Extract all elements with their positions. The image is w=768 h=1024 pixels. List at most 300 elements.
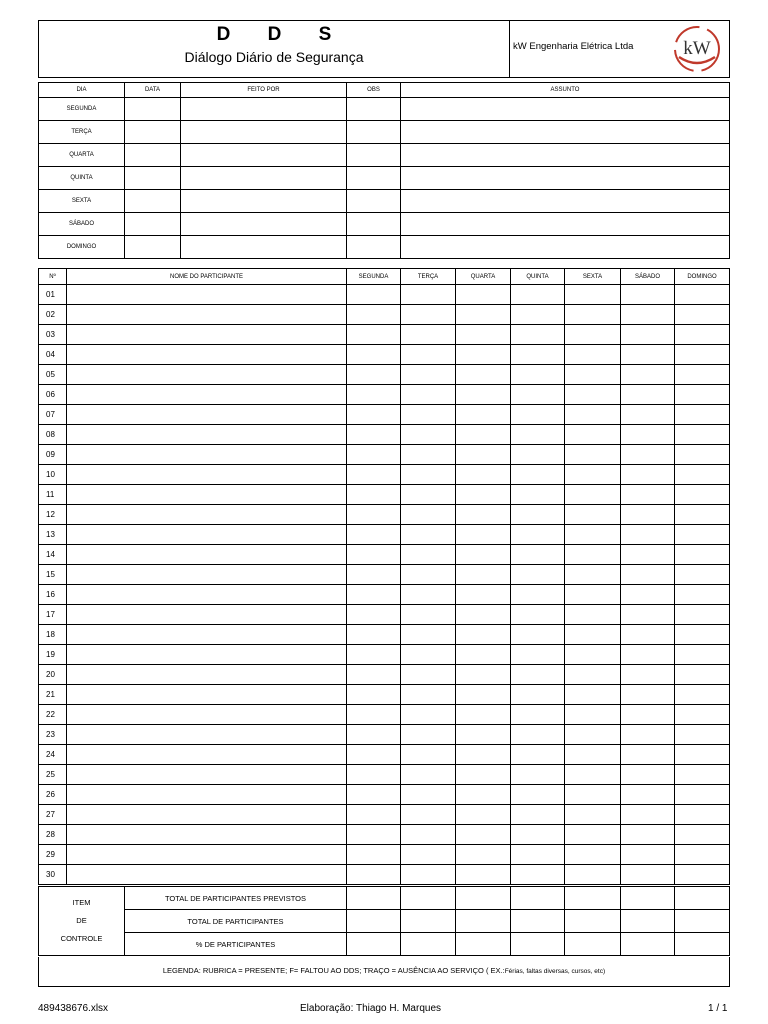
attendance-cell[interactable]	[347, 505, 401, 525]
attendance-cell[interactable]	[565, 825, 621, 845]
attendance-cell[interactable]	[401, 665, 456, 685]
attendance-cell[interactable]	[456, 585, 511, 605]
obs-cell[interactable]	[347, 213, 401, 236]
attendance-cell[interactable]	[401, 465, 456, 485]
participants-col-header: DOMINGO	[675, 269, 730, 285]
attendance-cell[interactable]	[511, 725, 565, 745]
participant-name-cell[interactable]	[67, 765, 347, 785]
control-value-cell[interactable]	[511, 933, 565, 956]
attendance-cell[interactable]	[675, 365, 730, 385]
feito-por-cell[interactable]	[181, 167, 347, 190]
attendance-cell[interactable]	[621, 525, 675, 545]
attendance-cell[interactable]	[621, 285, 675, 305]
attendance-cell[interactable]	[347, 645, 401, 665]
attendance-cell[interactable]	[456, 325, 511, 345]
date-cell[interactable]	[125, 167, 181, 190]
date-cell[interactable]	[125, 190, 181, 213]
attendance-cell[interactable]	[347, 685, 401, 705]
control-value-cell[interactable]	[347, 887, 401, 910]
attendance-cell[interactable]	[347, 325, 401, 345]
attendance-cell[interactable]	[621, 345, 675, 365]
attendance-cell[interactable]	[347, 845, 401, 865]
attendance-cell[interactable]	[675, 845, 730, 865]
attendance-cell[interactable]	[347, 365, 401, 385]
attendance-cell[interactable]	[675, 285, 730, 305]
date-cell[interactable]	[125, 236, 181, 259]
attendance-cell[interactable]	[401, 445, 456, 465]
attendance-cell[interactable]	[347, 805, 401, 825]
attendance-cell[interactable]	[675, 525, 730, 545]
attendance-cell[interactable]	[347, 445, 401, 465]
attendance-cell[interactable]	[401, 645, 456, 665]
attendance-cell[interactable]	[511, 665, 565, 685]
attendance-cell[interactable]	[621, 305, 675, 325]
attendance-cell[interactable]	[456, 565, 511, 585]
participant-name-cell[interactable]	[67, 545, 347, 565]
attendance-cell[interactable]	[565, 605, 621, 625]
attendance-cell[interactable]	[401, 365, 456, 385]
attendance-cell[interactable]	[347, 665, 401, 685]
attendance-cell[interactable]	[565, 345, 621, 365]
attendance-cell[interactable]	[401, 285, 456, 305]
feito-por-cell[interactable]	[181, 213, 347, 236]
participant-name-cell[interactable]	[67, 585, 347, 605]
participant-name-cell[interactable]	[67, 605, 347, 625]
participant-row	[39, 285, 730, 305]
control-item-label: TOTAL DE PARTICIPANTES PREVISTOS	[125, 887, 347, 910]
attendance-cell[interactable]	[456, 305, 511, 325]
attendance-cell[interactable]	[565, 405, 621, 425]
footer-filename: 489438676.xlsx	[38, 1003, 109, 1014]
obs-cell[interactable]	[347, 190, 401, 213]
participant-name-cell[interactable]	[67, 445, 347, 465]
attendance-cell[interactable]	[456, 545, 511, 565]
attendance-cell[interactable]	[511, 305, 565, 325]
attendance-cell[interactable]	[511, 805, 565, 825]
attendance-cell[interactable]	[456, 745, 511, 765]
attendance-cell[interactable]	[675, 305, 730, 325]
attendance-cell[interactable]	[347, 545, 401, 565]
participant-name-cell[interactable]	[67, 805, 347, 825]
attendance-cell[interactable]	[511, 385, 565, 405]
attendance-cell[interactable]	[675, 725, 730, 745]
participant-name-cell[interactable]	[67, 345, 347, 365]
attendance-cell[interactable]	[565, 325, 621, 345]
attendance-cell[interactable]	[511, 505, 565, 525]
attendance-cell[interactable]	[401, 625, 456, 645]
control-value-cell[interactable]	[565, 933, 621, 956]
attendance-cell[interactable]	[675, 545, 730, 565]
attendance-cell[interactable]	[621, 685, 675, 705]
control-value-cell[interactable]	[565, 887, 621, 910]
attendance-cell[interactable]	[401, 585, 456, 605]
attendance-cell[interactable]	[675, 625, 730, 645]
attendance-cell[interactable]	[401, 525, 456, 545]
attendance-cell[interactable]	[675, 765, 730, 785]
attendance-cell[interactable]	[347, 725, 401, 745]
attendance-cell[interactable]	[401, 865, 456, 885]
attendance-cell[interactable]	[675, 805, 730, 825]
attendance-cell[interactable]	[511, 525, 565, 545]
attendance-cell[interactable]	[675, 425, 730, 445]
attendance-cell[interactable]	[511, 845, 565, 865]
attendance-cell[interactable]	[511, 785, 565, 805]
attendance-cell[interactable]	[401, 765, 456, 785]
attendance-cell[interactable]	[456, 685, 511, 705]
obs-cell[interactable]	[347, 144, 401, 167]
attendance-cell[interactable]	[511, 645, 565, 665]
attendance-cell[interactable]	[347, 305, 401, 325]
participant-name-cell[interactable]	[67, 645, 347, 665]
attendance-cell[interactable]	[401, 505, 456, 525]
attendance-cell[interactable]	[347, 425, 401, 445]
attendance-cell[interactable]	[621, 785, 675, 805]
attendance-cell[interactable]	[456, 345, 511, 365]
attendance-cell[interactable]	[675, 645, 730, 665]
attendance-cell[interactable]	[401, 405, 456, 425]
assunto-cell[interactable]	[401, 236, 730, 259]
attendance-cell[interactable]	[456, 705, 511, 725]
assunto-cell[interactable]	[401, 167, 730, 190]
attendance-cell[interactable]	[675, 745, 730, 765]
attendance-cell[interactable]	[511, 585, 565, 605]
attendance-cell[interactable]	[456, 285, 511, 305]
participant-name-cell[interactable]	[67, 785, 347, 805]
attendance-cell[interactable]	[511, 405, 565, 425]
attendance-cell[interactable]	[401, 725, 456, 745]
col-dia: DIA	[39, 83, 125, 98]
attendance-cell[interactable]	[675, 385, 730, 405]
attendance-cell[interactable]	[511, 685, 565, 705]
attendance-cell[interactable]	[565, 725, 621, 745]
assunto-cell[interactable]	[401, 190, 730, 213]
attendance-cell[interactable]	[401, 385, 456, 405]
attendance-cell[interactable]	[347, 765, 401, 785]
attendance-cell[interactable]	[621, 365, 675, 385]
attendance-cell[interactable]	[347, 585, 401, 605]
attendance-cell[interactable]	[565, 305, 621, 325]
attendance-cell[interactable]	[621, 825, 675, 845]
attendance-cell[interactable]	[401, 605, 456, 625]
attendance-cell[interactable]	[347, 865, 401, 885]
attendance-cell[interactable]	[675, 465, 730, 485]
participant-name-cell[interactable]	[67, 725, 347, 745]
control-value-cell[interactable]	[347, 933, 401, 956]
participant-name-cell[interactable]	[67, 865, 347, 885]
attendance-cell[interactable]	[401, 305, 456, 325]
attendance-cell[interactable]	[621, 665, 675, 685]
participant-name-cell[interactable]	[67, 825, 347, 845]
attendance-cell[interactable]	[675, 345, 730, 365]
attendance-cell[interactable]	[675, 505, 730, 525]
participant-name-cell[interactable]	[67, 425, 347, 445]
control-value-cell[interactable]	[456, 933, 511, 956]
participant-name-cell[interactable]	[67, 305, 347, 325]
attendance-cell[interactable]	[675, 705, 730, 725]
attendance-cell[interactable]	[511, 825, 565, 845]
attendance-cell[interactable]	[621, 745, 675, 765]
attendance-cell[interactable]	[401, 805, 456, 825]
attendance-cell[interactable]	[511, 865, 565, 885]
attendance-cell[interactable]	[401, 685, 456, 705]
assunto-cell[interactable]	[401, 98, 730, 121]
attendance-cell[interactable]	[565, 625, 621, 645]
attendance-cell[interactable]	[347, 525, 401, 545]
attendance-cell[interactable]	[347, 625, 401, 645]
attendance-cell[interactable]	[621, 565, 675, 585]
participant-number: 06	[39, 385, 67, 405]
attendance-cell[interactable]	[511, 485, 565, 505]
attendance-cell[interactable]	[511, 565, 565, 585]
participant-name-cell[interactable]	[67, 385, 347, 405]
attendance-cell[interactable]	[456, 765, 511, 785]
control-value-cell[interactable]	[456, 910, 511, 933]
attendance-cell[interactable]	[456, 405, 511, 425]
attendance-cell[interactable]	[347, 485, 401, 505]
attendance-cell[interactable]	[401, 425, 456, 445]
feito-por-cell[interactable]	[181, 144, 347, 167]
attendance-cell[interactable]	[456, 825, 511, 845]
attendance-cell[interactable]	[565, 745, 621, 765]
attendance-cell[interactable]	[565, 285, 621, 305]
attendance-cell[interactable]	[675, 405, 730, 425]
attendance-cell[interactable]	[456, 365, 511, 385]
attendance-cell[interactable]	[621, 445, 675, 465]
attendance-cell[interactable]	[565, 445, 621, 465]
date-cell[interactable]	[125, 213, 181, 236]
feito-por-cell[interactable]	[181, 190, 347, 213]
attendance-cell[interactable]	[621, 425, 675, 445]
participant-name-cell[interactable]	[67, 465, 347, 485]
feito-por-cell[interactable]	[181, 98, 347, 121]
attendance-cell[interactable]	[621, 325, 675, 345]
participant-name-cell[interactable]	[67, 625, 347, 645]
attendance-cell[interactable]	[621, 385, 675, 405]
attendance-cell[interactable]	[565, 465, 621, 485]
attendance-cell[interactable]	[675, 685, 730, 705]
attendance-cell[interactable]	[511, 325, 565, 345]
control-value-cell[interactable]	[675, 933, 730, 956]
attendance-cell[interactable]	[621, 465, 675, 485]
attendance-cell[interactable]	[401, 545, 456, 565]
attendance-cell[interactable]	[456, 805, 511, 825]
participant-row	[39, 525, 730, 545]
obs-cell[interactable]	[347, 236, 401, 259]
attendance-cell[interactable]	[675, 445, 730, 465]
attendance-cell[interactable]	[511, 425, 565, 445]
participant-name-cell[interactable]	[67, 285, 347, 305]
attendance-cell[interactable]	[675, 605, 730, 625]
attendance-cell[interactable]	[565, 425, 621, 445]
attendance-cell[interactable]	[675, 485, 730, 505]
participant-number: 28	[39, 825, 67, 845]
attendance-cell[interactable]	[456, 865, 511, 885]
attendance-cell[interactable]	[621, 605, 675, 625]
attendance-cell[interactable]	[675, 785, 730, 805]
attendance-cell[interactable]	[511, 345, 565, 365]
attendance-cell[interactable]	[565, 665, 621, 685]
attendance-cell[interactable]	[621, 505, 675, 525]
date-cell[interactable]	[125, 144, 181, 167]
participant-name-cell[interactable]	[67, 505, 347, 525]
participant-name-cell[interactable]	[67, 685, 347, 705]
attendance-cell[interactable]	[347, 785, 401, 805]
participant-name-cell[interactable]	[67, 665, 347, 685]
feito-por-cell[interactable]	[181, 236, 347, 259]
attendance-cell[interactable]	[565, 805, 621, 825]
control-value-cell[interactable]	[621, 887, 675, 910]
attendance-cell[interactable]	[565, 865, 621, 885]
control-value-cell[interactable]	[401, 910, 456, 933]
attendance-cell[interactable]	[456, 625, 511, 645]
attendance-cell[interactable]	[347, 405, 401, 425]
attendance-cell[interactable]	[621, 865, 675, 885]
attendance-cell[interactable]	[565, 645, 621, 665]
attendance-cell[interactable]	[456, 845, 511, 865]
attendance-cell[interactable]	[456, 485, 511, 505]
assunto-cell[interactable]	[401, 144, 730, 167]
assunto-cell[interactable]	[401, 121, 730, 144]
attendance-cell[interactable]	[401, 785, 456, 805]
control-value-cell[interactable]	[401, 933, 456, 956]
participant-name-cell[interactable]	[67, 745, 347, 765]
attendance-cell[interactable]	[675, 325, 730, 345]
attendance-cell[interactable]	[456, 645, 511, 665]
attendance-cell[interactable]	[347, 465, 401, 485]
attendance-cell[interactable]	[621, 405, 675, 425]
attendance-cell[interactable]	[456, 665, 511, 685]
attendance-cell[interactable]	[401, 845, 456, 865]
attendance-cell[interactable]	[565, 785, 621, 805]
attendance-cell[interactable]	[565, 565, 621, 585]
attendance-cell[interactable]	[565, 485, 621, 505]
attendance-cell[interactable]	[347, 825, 401, 845]
control-value-cell[interactable]	[621, 910, 675, 933]
control-value-cell[interactable]	[675, 887, 730, 910]
control-value-cell[interactable]	[621, 933, 675, 956]
attendance-cell[interactable]	[565, 385, 621, 405]
attendance-cell[interactable]	[511, 445, 565, 465]
participant-name-cell[interactable]	[67, 405, 347, 425]
attendance-cell[interactable]	[511, 545, 565, 565]
attendance-cell[interactable]	[511, 625, 565, 645]
attendance-cell[interactable]	[675, 565, 730, 585]
obs-cell[interactable]	[347, 121, 401, 144]
feito-por-cell[interactable]	[181, 121, 347, 144]
attendance-cell[interactable]	[621, 845, 675, 865]
attendance-cell[interactable]	[347, 605, 401, 625]
participant-number: 21	[39, 685, 67, 705]
attendance-cell[interactable]	[347, 565, 401, 585]
attendance-cell[interactable]	[621, 705, 675, 725]
attendance-cell[interactable]	[456, 505, 511, 525]
attendance-cell[interactable]	[401, 485, 456, 505]
control-value-cell[interactable]	[511, 910, 565, 933]
attendance-cell[interactable]	[621, 625, 675, 645]
participant-name-cell[interactable]	[67, 705, 347, 725]
attendance-cell[interactable]	[456, 725, 511, 745]
attendance-cell[interactable]	[401, 325, 456, 345]
attendance-cell[interactable]	[347, 285, 401, 305]
attendance-cell[interactable]	[347, 385, 401, 405]
participant-name-cell[interactable]	[67, 365, 347, 385]
attendance-cell[interactable]	[675, 585, 730, 605]
attendance-cell[interactable]	[511, 465, 565, 485]
attendance-cell[interactable]	[456, 385, 511, 405]
date-cell[interactable]	[125, 98, 181, 121]
attendance-cell[interactable]	[621, 485, 675, 505]
attendance-cell[interactable]	[565, 765, 621, 785]
control-value-cell[interactable]	[347, 910, 401, 933]
attendance-cell[interactable]	[565, 705, 621, 725]
obs-cell[interactable]	[347, 98, 401, 121]
attendance-cell[interactable]	[347, 745, 401, 765]
attendance-cell[interactable]	[675, 825, 730, 845]
footer-page: 1 / 1	[708, 1003, 728, 1014]
attendance-cell[interactable]	[511, 745, 565, 765]
participant-name-cell[interactable]	[67, 525, 347, 545]
participant-name-cell[interactable]	[67, 325, 347, 345]
participant-name-cell[interactable]	[67, 565, 347, 585]
attendance-cell[interactable]	[347, 705, 401, 725]
attendance-cell[interactable]	[565, 525, 621, 545]
participant-number: 25	[39, 765, 67, 785]
control-value-cell[interactable]	[511, 887, 565, 910]
control-value-cell[interactable]	[565, 910, 621, 933]
attendance-cell[interactable]	[401, 745, 456, 765]
attendance-cell[interactable]	[511, 605, 565, 625]
control-value-cell[interactable]	[675, 910, 730, 933]
attendance-cell[interactable]	[621, 585, 675, 605]
attendance-cell[interactable]	[675, 865, 730, 885]
attendance-cell[interactable]	[511, 365, 565, 385]
attendance-cell[interactable]	[565, 545, 621, 565]
attendance-cell[interactable]	[621, 765, 675, 785]
attendance-cell[interactable]	[621, 545, 675, 565]
attendance-cell[interactable]	[565, 845, 621, 865]
assunto-cell[interactable]	[401, 213, 730, 236]
attendance-cell[interactable]	[401, 705, 456, 725]
obs-cell[interactable]	[347, 167, 401, 190]
attendance-cell[interactable]	[456, 525, 511, 545]
attendance-cell[interactable]	[621, 645, 675, 665]
control-value-cell[interactable]	[456, 887, 511, 910]
attendance-cell[interactable]	[401, 345, 456, 365]
attendance-cell[interactable]	[456, 785, 511, 805]
attendance-cell[interactable]	[511, 705, 565, 725]
attendance-cell[interactable]	[456, 465, 511, 485]
attendance-cell[interactable]	[511, 765, 565, 785]
attendance-cell[interactable]	[511, 285, 565, 305]
attendance-cell[interactable]	[401, 565, 456, 585]
attendance-cell[interactable]	[621, 725, 675, 745]
attendance-cell[interactable]	[621, 805, 675, 825]
participant-name-cell[interactable]	[67, 845, 347, 865]
control-value-cell[interactable]	[401, 887, 456, 910]
attendance-cell[interactable]	[456, 425, 511, 445]
attendance-cell[interactable]	[347, 345, 401, 365]
attendance-cell[interactable]	[565, 685, 621, 705]
attendance-cell[interactable]	[675, 665, 730, 685]
attendance-cell[interactable]	[456, 605, 511, 625]
attendance-cell[interactable]	[565, 365, 621, 385]
attendance-cell[interactable]	[456, 445, 511, 465]
date-cell[interactable]	[125, 121, 181, 144]
attendance-cell[interactable]	[401, 825, 456, 845]
attendance-cell[interactable]	[565, 585, 621, 605]
attendance-cell[interactable]	[565, 505, 621, 525]
participant-name-cell[interactable]	[67, 485, 347, 505]
